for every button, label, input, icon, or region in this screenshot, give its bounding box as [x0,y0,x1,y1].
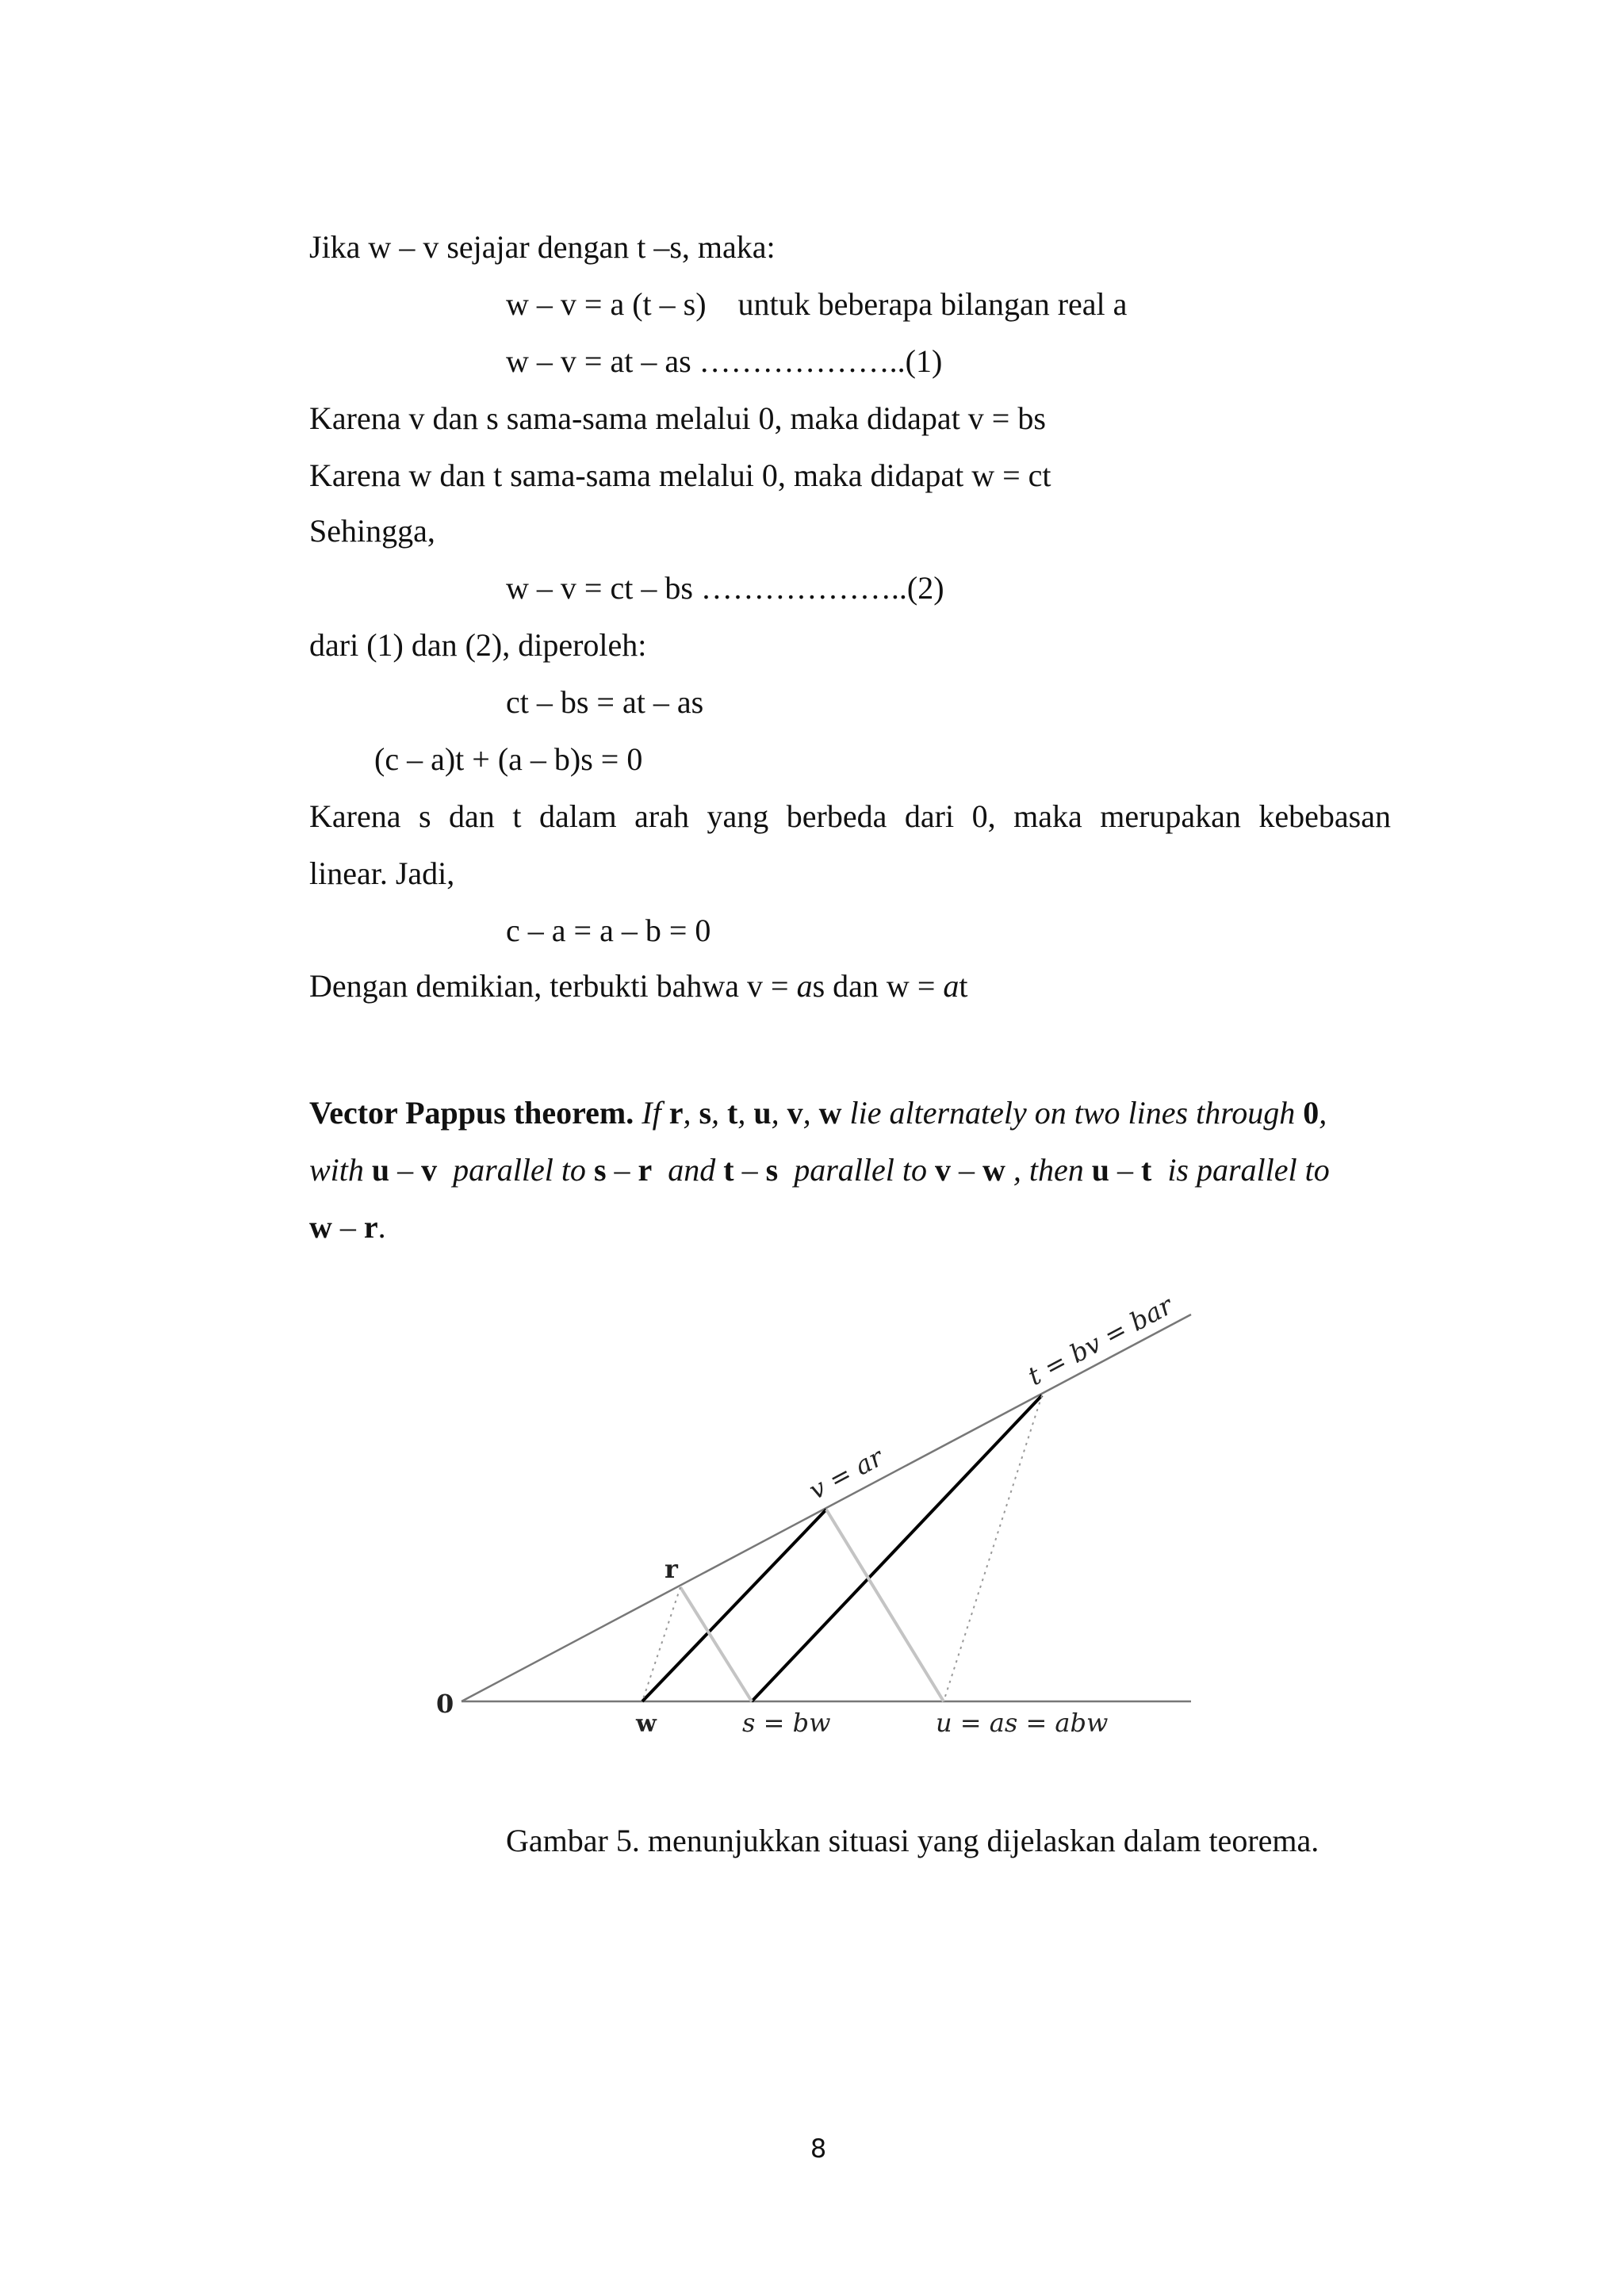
theorem-run: u [1091,1152,1109,1188]
theorem-run: lie alternately on two lines through [841,1095,1304,1131]
paragraph-conclusion [309,967,968,1005]
theorem-line-2 [309,1151,1330,1189]
theorem-run: s [699,1095,712,1131]
theorem-run: r [668,1095,684,1131]
theorem-run: – [950,1152,982,1188]
equation-5: (c – a)t + (a – b)s = 0 [374,741,643,777]
conclusion-text-2: s dan w = [812,968,944,1004]
theorem-statement-3 [309,1209,386,1245]
theorem-run: parallel to [437,1152,594,1188]
page-number: 8 [810,2133,827,2164]
theorem-run: 0 [1303,1095,1320,1131]
theorem-run: w [309,1209,332,1245]
theorem-run: t [727,1095,738,1131]
theorem-run: and [652,1152,724,1188]
paragraph-dari: dari (1) dan (2), diperoleh: [309,627,647,663]
theorem-statement-2 [309,1152,1330,1188]
theorem-run: is parallel to [1151,1152,1330,1188]
conclusion-text-3: t [959,968,968,1004]
theorem-run: v [934,1152,951,1188]
theorem-run: s [765,1152,779,1188]
theorem-run: – [606,1152,638,1188]
theorem-run: – [331,1209,364,1245]
segment-r-s [680,1587,752,1701]
paragraph-jika: Jika w – v sejajar dengan t –s, maka: [309,229,776,265]
label-r: r [665,1554,678,1584]
theorem-line-1 [309,1094,1327,1132]
theorem-run: v [787,1095,803,1131]
segment-s-t [752,1395,1042,1701]
theorem-run: If [634,1095,669,1131]
equation-3: w – v = ct – bs ………………..(2) [506,570,944,606]
theorem-run: , [802,1095,819,1131]
label-s: s = bw [742,1708,831,1738]
theorem-run: t [723,1152,734,1188]
equation-6: c – a = a – b = 0 [506,913,711,948]
paragraph-linear: linear. Jadi, [309,855,455,891]
paragraph-sehingga: Sehingga, [309,513,435,549]
theorem-title: Vector Pappus theorem. [309,1095,634,1131]
theorem-run: , [1319,1095,1327,1131]
theorem-run: . [377,1209,386,1245]
equation-2: w – v = at – as ………………..(1) [506,343,943,379]
theorem-run: w [982,1152,1005,1188]
paragraph-karena-v: Karena v dan s sama-sama melalui 0, maka didapat v = bs [309,400,1046,436]
theorem-run: , [771,1095,787,1131]
paragraph-karena-s-t: Karena s dan t dalam arah yang berbeda dari 0, maka merupakan kebebasan [309,798,1391,834]
theorem-run: r [638,1152,653,1188]
theorem-run: w [818,1095,842,1131]
theorem-run: – [389,1152,422,1188]
pappus-figure [412,1284,1205,1760]
equation-1: w – v = a (t – s) untuk beberapa bilangan real a [506,286,1128,322]
equation-4: ct – bs = at – as [506,684,704,720]
upper-line [462,1314,1191,1701]
theorem-run: r [363,1209,378,1245]
theorem-run: – [733,1152,766,1188]
dotted-t-u [944,1395,1042,1701]
theorem-run: , then [1005,1152,1092,1188]
theorem-run: , [737,1095,754,1131]
label-w: w [636,1710,657,1738]
label-origin: 0 [436,1689,454,1719]
conclusion-a-1: a [796,968,813,1004]
theorem-line-3 [309,1208,386,1246]
label-v: v = ar [803,1441,888,1506]
theorem-run: – [1109,1152,1141,1188]
theorem-run: , [711,1095,728,1131]
figure-caption: Gambar 5. menunjukkan situasi yang dijelaskan dalam teorema. [506,1823,1320,1858]
theorem-run: v [421,1152,438,1188]
theorem-run: s [593,1152,607,1188]
label-u: u = as = abw [936,1708,1109,1738]
dotted-r-w [642,1587,680,1701]
conclusion-text-1: Dengan demikian, terbukti bahwa v = [309,968,797,1004]
theorem-run: t [1140,1152,1152,1188]
theorem-run: parallel to [778,1152,935,1188]
label-t: t = bv = bar [1022,1290,1178,1392]
theorem-run: u [371,1152,390,1188]
theorem-run: with [309,1152,372,1188]
paragraph-karena-w: Karena w dan t sama-sama melalui 0, maka didapat w = ct [309,457,1051,493]
theorem-run: u [753,1095,772,1131]
theorem-run: , [683,1095,699,1131]
theorem-statement-1 [634,1095,1327,1131]
conclusion-a-2: a [943,968,959,1004]
